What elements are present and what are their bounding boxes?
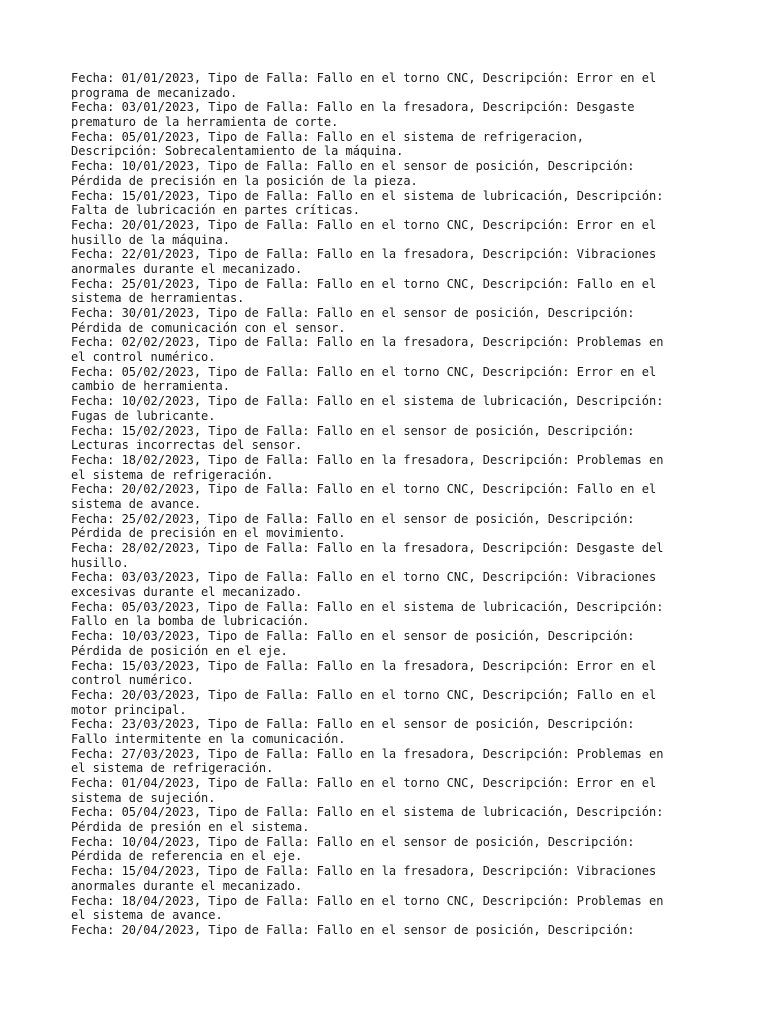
text-line: Fecha: 28/02/2023, Tipo de Falla: Fallo en la fresadora, Descripción: Desgaste del xyxy=(71,541,664,555)
text-line: Pérdida de presión en el sistema. xyxy=(71,820,310,835)
text-line: Fecha: 30/01/2023, Tipo de Falla: Fallo en el sensor de posición, Descripción: xyxy=(71,306,635,320)
text-line: motor principal. xyxy=(71,702,187,717)
text-line: Fugas de lubricante. xyxy=(71,408,216,423)
text-line: husillo. xyxy=(71,555,129,570)
text-line: Fecha: 23/03/2023, Tipo de Falla: Fallo en el sensor de posición, Descripción: xyxy=(71,717,635,732)
text-line: Pérdida de referencia en el eje. xyxy=(71,849,303,864)
text-line: Fecha: 20/04/2023, Tipo de Falla: Fallo en el sensor de posición, Descripción: xyxy=(71,922,635,937)
text-line: el sistema de refrigeración. xyxy=(71,761,274,776)
text-line: Fecha: 10/02/2023, Tipo de Falla: Fallo en el sistema de lubricación, Descripción: xyxy=(71,394,664,409)
text-line: Fecha: 18/04/2023, Tipo de Falla: Fallo en el torno CNC, Descripción: Problemas en xyxy=(71,893,664,908)
text-line: Fecha: 02/02/2023, Tipo de Falla: Fallo en la fresadora, Descripción: Problemas en xyxy=(71,335,664,350)
text-line: sistema de avance. xyxy=(71,496,202,511)
text-line: Fallo en la bomba de lubricación. xyxy=(71,614,310,629)
text-line: Fecha: 20/01/2023, Tipo de Falla: Fallo en el torno CNC, Descripción: Error en el xyxy=(71,217,657,232)
text-line: Fecha: 27/03/2023, Tipo de Falla: Fallo en la fresadora, Descripción: Problemas en xyxy=(71,746,664,761)
text-line: Fecha: 10/03/2023, Tipo de Falla: Fallo en el sensor de posición, Descripción: xyxy=(71,629,635,644)
text-line: Descripción: Sobrecalentamiento de la máquina. xyxy=(71,144,404,159)
text-line: husillo de la máquina. xyxy=(71,232,230,247)
text-line: programa de mecanizado. xyxy=(71,85,238,100)
text-line: anormales durante el mecanizado. xyxy=(71,878,303,893)
text-line: Fecha: 03/03/2023, Tipo de Falla: Fallo en el torno CNC, Descripción: Vibraciones xyxy=(71,570,657,585)
text-line: cambio de herramienta. xyxy=(71,379,230,394)
text-line: Lecturas incorrectas del sensor. xyxy=(71,438,303,453)
text-line: Pérdida de precisión en el movimiento. xyxy=(71,526,346,541)
text-line: control numérico. xyxy=(71,673,194,688)
text-line: Fecha: 18/02/2023, Tipo de Falla: Fallo en la fresadora, Descripción: Problemas en xyxy=(71,452,664,467)
text-line: Fecha: 25/01/2023, Tipo de Falla: Fallo en el torno CNC, Descripción: Fallo en el xyxy=(71,276,657,291)
text-line: Fecha: 05/02/2023, Tipo de Falla: Fallo en el torno CNC, Descripción: Error en el xyxy=(71,364,657,379)
text-line: Fecha: 05/04/2023, Tipo de Falla: Fallo en el sistema de lubricación, Descripción: xyxy=(71,805,664,820)
text-line: sistema de sujeción. xyxy=(71,790,216,805)
text-line: Fecha: 10/04/2023, Tipo de Falla: Fallo en el sensor de posición, Descripción: xyxy=(71,834,635,849)
text-line: Pérdida de posición en el eje. xyxy=(71,643,288,658)
text-line: Fecha: 01/01/2023, Tipo de Falla: Fallo en el torno CNC, Descripción: Error en el xyxy=(71,71,657,85)
text-line: Fallo intermitente en la comunicación. xyxy=(71,731,346,746)
text-line: Fecha: 25/02/2023, Tipo de Falla: Fallo en el sensor de posición, Descripción: xyxy=(71,511,635,526)
text-line: Fecha: 15/04/2023, Tipo de Falla: Fallo en la fresadora, Descripción: Vibraciones xyxy=(71,864,657,879)
text-line: excesivas durante el mecanizado. xyxy=(71,585,303,600)
text-line: Fecha: 15/02/2023, Tipo de Falla: Fallo en el sensor de posición, Descripción: xyxy=(71,423,635,438)
text-line: Fecha: 22/01/2023, Tipo de Falla: Fallo en la fresadora, Descripción: Vibraciones xyxy=(71,247,657,262)
text-line: Pérdida de comunicación con el sensor. xyxy=(71,320,346,335)
text-line: Fecha: 20/03/2023, Tipo de Falla: Fallo en el torno CNC, Descripción; Fallo en el xyxy=(71,687,657,702)
text-line: anormales durante el mecanizado. xyxy=(71,261,303,276)
text-line: sistema de herramientas. xyxy=(71,291,245,306)
text-line: Fecha: 20/02/2023, Tipo de Falla: Fallo en el torno CNC, Descripción: Fallo en el xyxy=(71,482,657,497)
text-line: Fecha: 05/01/2023, Tipo de Falla: Fallo en el sistema de refrigeracion, xyxy=(71,129,584,144)
text-line: Fecha: 05/03/2023, Tipo de Falla: Fallo en el sistema de lubricación, Descripción: xyxy=(71,599,664,614)
text-line: el control numérico. xyxy=(71,350,216,365)
document-body xyxy=(71,71,711,938)
text-line: Pérdida de precisión en la posición de la pieza. xyxy=(71,173,418,188)
text-line: prematuro de la herramienta de corte. xyxy=(71,115,339,130)
text-line: Fecha: 15/01/2023, Tipo de Falla: Fallo en el sistema de lubricación, Descripción: xyxy=(71,188,664,203)
text-line: el sistema de refrigeración. xyxy=(71,467,274,482)
text-line: Fecha: 03/01/2023, Tipo de Falla: Fallo en la fresadora, Descripción: Desgaste xyxy=(71,100,635,115)
text-line: el sistema de avance. xyxy=(71,908,223,923)
text-line: Falta de lubricación en partes críticas. xyxy=(71,203,360,218)
text-line: Fecha: 01/04/2023, Tipo de Falla: Fallo en el torno CNC, Descripción: Error en el xyxy=(71,776,657,790)
text-line: Fecha: 15/03/2023, Tipo de Falla: Fallo en la fresadora, Descripción: Error en el xyxy=(71,658,657,673)
text-line: Fecha: 10/01/2023, Tipo de Falla: Fallo en el sensor de posición, Descripción: xyxy=(71,159,635,174)
